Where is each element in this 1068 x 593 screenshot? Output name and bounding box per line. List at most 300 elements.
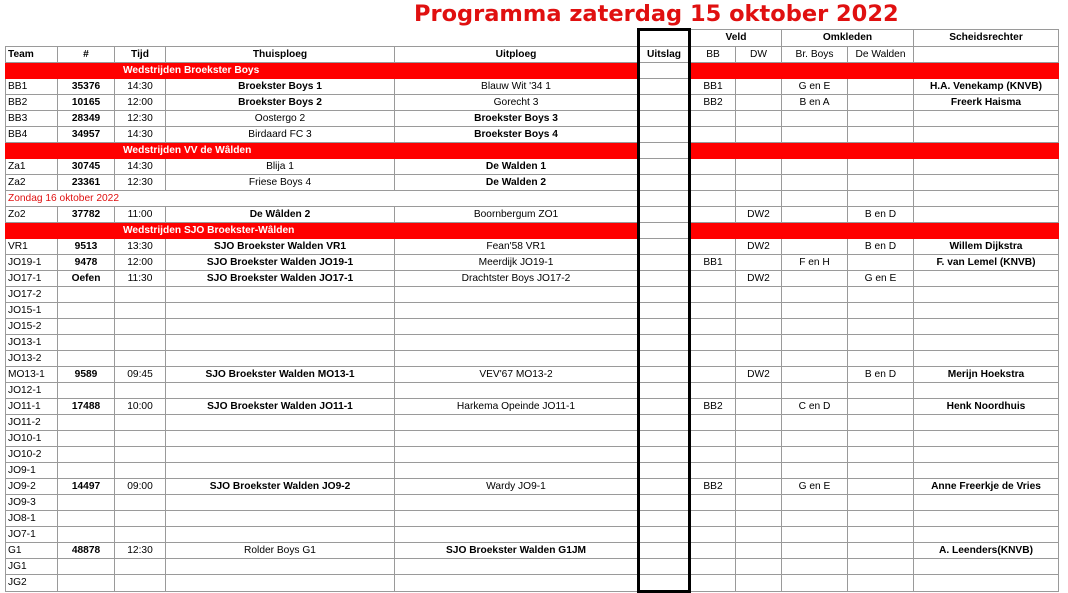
away-team-cell: De Walden 1 [395,159,639,175]
referee-cell [914,511,1059,527]
header-thuisploeg: Thuisploeg [166,47,395,63]
away-team-cell [395,575,639,592]
home-team-cell [166,415,395,431]
dressing-de-walden-cell [848,351,914,367]
dressing-br-boys-cell [782,191,848,207]
dressing-de-walden-cell [848,447,914,463]
result-cell [639,447,690,463]
home-team-cell: De Wâlden 2 [166,207,395,223]
away-team-cell [395,495,639,511]
result-cell [639,255,690,271]
table-row [6,351,1059,367]
home-team-cell [166,511,395,527]
dressing-de-walden-cell [848,111,914,127]
field-bb-cell [690,367,736,383]
time-cell [115,575,166,592]
field-bb-cell [690,559,736,575]
table-row [6,575,1059,592]
table-row [6,255,1059,271]
field-dw-cell [736,527,782,543]
table-row [6,287,1059,303]
dressing-de-walden-cell [848,543,914,559]
match-number-cell [58,511,115,527]
team-cell: JO19-1 [6,255,58,271]
dressing-de-walden-cell [848,79,914,95]
field-dw-cell [736,463,782,479]
home-team-cell [166,559,395,575]
referee-cell [914,351,1059,367]
header-omkleden: Omkleden [782,30,914,47]
dressing-de-walden-cell [848,383,914,399]
referee-cell [914,127,1059,143]
dressing-de-walden-cell [848,159,914,175]
away-team-cell: Boornbergum ZO1 [395,207,639,223]
result-cell [639,351,690,367]
dressing-br-boys-cell [782,575,848,592]
time-cell [115,495,166,511]
dressing-br-boys-cell [782,447,848,463]
time-cell: 10:00 [115,399,166,415]
field-dw-cell [736,399,782,415]
home-team-cell [166,383,395,399]
field-bb-cell [690,335,736,351]
home-team-cell [166,447,395,463]
table-row [6,95,1059,111]
referee-cell [914,271,1059,287]
match-number-cell [58,335,115,351]
match-schedule-table [5,28,1059,593]
match-number-cell: 30745 [58,159,115,175]
home-team-cell: Birdaard FC 3 [166,127,395,143]
dressing-br-boys-cell [782,111,848,127]
time-cell: 11:00 [115,207,166,223]
result-cell [639,191,690,207]
time-cell: 09:00 [115,479,166,495]
referee-cell [914,319,1059,335]
dressing-br-boys-cell [782,319,848,335]
away-team-cell: Wardy JO9-1 [395,479,639,495]
dressing-br-boys-cell [782,543,848,559]
field-dw-cell [736,159,782,175]
field-dw-cell [736,111,782,127]
field-bb-cell [690,495,736,511]
field-bb-cell [690,111,736,127]
field-dw-cell [736,127,782,143]
away-team-cell [395,351,639,367]
dressing-br-boys-cell [782,239,848,255]
header-dw: DW [736,47,782,63]
team-cell: JO11-2 [6,415,58,431]
field-dw-cell: DW2 [736,239,782,255]
field-bb-cell: BB1 [690,79,736,95]
header-uitslag-top [639,30,690,47]
field-bb-cell [690,191,736,207]
table-row [6,463,1059,479]
day-label: Zondag 16 oktober 2022 [6,191,639,207]
team-cell: JO8-1 [6,511,58,527]
field-dw-cell [736,175,782,191]
dressing-de-walden-cell [848,303,914,319]
result-cell [639,207,690,223]
table-row [6,383,1059,399]
result-cell [639,319,690,335]
header-uitploeg: Uitploeg [395,47,639,63]
match-number-cell [58,447,115,463]
home-team-cell: Broekster Boys 2 [166,95,395,111]
home-team-cell [166,575,395,592]
dressing-br-boys-cell: G en E [782,79,848,95]
result-cell [639,63,690,79]
field-dw-cell [736,255,782,271]
team-cell: Za1 [6,159,58,175]
section-header-row [6,223,1059,239]
field-bb-cell [690,415,736,431]
dressing-de-walden-cell: B en D [848,367,914,383]
result-cell [639,175,690,191]
match-number-cell [58,463,115,479]
header-bb: BB [690,47,736,63]
field-bb-cell [690,527,736,543]
match-number-cell [58,383,115,399]
home-team-cell: Oostergo 2 [166,111,395,127]
team-cell: MO13-1 [6,367,58,383]
referee-cell [914,431,1059,447]
away-team-cell: Drachtster Boys JO17-2 [395,271,639,287]
field-dw-cell [736,543,782,559]
field-bb-cell: BB1 [690,255,736,271]
field-bb-cell [690,463,736,479]
dressing-br-boys-cell [782,271,848,287]
result-cell [639,79,690,95]
team-cell: JO10-2 [6,447,58,463]
result-cell [639,415,690,431]
away-team-cell: Blauw Wit '34 1 [395,79,639,95]
table-row [6,175,1059,191]
home-team-cell [166,431,395,447]
away-team-cell: Broekster Boys 3 [395,111,639,127]
field-bb-cell [690,447,736,463]
dressing-de-walden-cell [848,479,914,495]
dressing-br-boys-cell [782,495,848,511]
referee-cell: A. Leenders(KNVB) [914,543,1059,559]
field-dw-cell [736,287,782,303]
away-team-cell [395,447,639,463]
time-cell: 11:30 [115,271,166,287]
team-cell: JO12-1 [6,383,58,399]
match-number-cell [58,415,115,431]
referee-cell [914,175,1059,191]
dressing-de-walden-cell: B en D [848,239,914,255]
referee-cell [914,159,1059,175]
match-number-cell [58,319,115,335]
result-cell [639,95,690,111]
field-bb-cell [690,207,736,223]
dressing-br-boys-cell [782,351,848,367]
table-row [6,415,1059,431]
home-team-cell [166,495,395,511]
team-cell: VR1 [6,239,58,255]
away-team-cell: SJO Broekster Walden G1JM [395,543,639,559]
referee-cell [914,447,1059,463]
result-cell [639,511,690,527]
home-team-cell: Blija 1 [166,159,395,175]
table-row [6,159,1059,175]
match-number-cell: 37782 [58,207,115,223]
referee-cell [914,575,1059,592]
dressing-de-walden-cell [848,559,914,575]
time-cell: 09:45 [115,367,166,383]
field-dw-cell [736,559,782,575]
section-label: Wedstrijden VV de Wâlden [6,143,639,159]
away-team-cell [395,287,639,303]
dressing-de-walden-cell [848,191,914,207]
table-row [6,399,1059,415]
time-cell: 14:30 [115,127,166,143]
field-dw-cell [736,511,782,527]
match-number-cell [58,351,115,367]
referee-cell [914,335,1059,351]
field-bb-cell [690,351,736,367]
table-row [6,367,1059,383]
home-team-cell: Broekster Boys 1 [166,79,395,95]
match-number-cell: 48878 [58,543,115,559]
table-row [6,543,1059,559]
time-cell: 12:00 [115,95,166,111]
referee-cell [914,207,1059,223]
table-row [6,335,1059,351]
table-row [6,239,1059,255]
match-number-cell: 28349 [58,111,115,127]
dressing-br-boys-cell [782,463,848,479]
result-cell [639,383,690,399]
dressing-de-walden-cell [848,463,914,479]
section-fill [690,63,1059,79]
home-team-cell [166,287,395,303]
field-dw-cell [736,351,782,367]
dressing-br-boys-cell [782,559,848,575]
field-dw-cell: DW2 [736,271,782,287]
table-row [6,303,1059,319]
header-group-row [6,30,1059,47]
team-cell: BB4 [6,127,58,143]
match-number-cell [58,287,115,303]
result-cell [639,127,690,143]
match-number-cell [58,495,115,511]
result-cell [639,159,690,175]
dressing-br-boys-cell: B en A [782,95,848,111]
referee-cell [914,463,1059,479]
time-cell: 14:30 [115,159,166,175]
field-dw-cell [736,575,782,592]
field-bb-cell: BB2 [690,479,736,495]
field-bb-cell [690,271,736,287]
field-bb-cell [690,319,736,335]
referee-cell: Freerk Haisma [914,95,1059,111]
field-bb-cell: BB2 [690,399,736,415]
field-bb-cell [690,175,736,191]
result-cell [639,239,690,255]
time-cell [115,335,166,351]
home-team-cell [166,335,395,351]
section-header-row [6,63,1059,79]
table-row [6,479,1059,495]
referee-cell [914,559,1059,575]
time-cell [115,319,166,335]
match-number-cell: Oefen [58,271,115,287]
header-nr: # [58,47,115,63]
referee-cell [914,287,1059,303]
dressing-de-walden-cell [848,399,914,415]
team-cell: JO7-1 [6,527,58,543]
match-number-cell: 34957 [58,127,115,143]
time-cell: 13:30 [115,239,166,255]
table-row [6,271,1059,287]
home-team-cell [166,527,395,543]
table-row [6,127,1059,143]
result-cell [639,575,690,592]
team-cell: JO9-3 [6,495,58,511]
match-number-cell: 9478 [58,255,115,271]
header-uitslag: Uitslag [639,47,690,63]
home-team-cell [166,351,395,367]
home-team-cell: SJO Broekster Walden JO9-2 [166,479,395,495]
dressing-de-walden-cell [848,415,914,431]
match-number-cell: 10165 [58,95,115,111]
field-dw-cell [736,431,782,447]
referee-cell [914,191,1059,207]
result-cell [639,479,690,495]
page-title: Programma zaterdag 15 oktober 2022 [414,1,899,27]
time-cell [115,415,166,431]
table-row [6,559,1059,575]
away-team-cell: Harkema Opeinde JO11-1 [395,399,639,415]
dressing-br-boys-cell [782,335,848,351]
table-row [6,111,1059,127]
result-cell [639,223,690,239]
time-cell [115,287,166,303]
away-team-cell [395,415,639,431]
away-team-cell [395,511,639,527]
field-bb-cell [690,159,736,175]
referee-cell [914,495,1059,511]
field-bb-cell [690,543,736,559]
header-blank [6,30,639,47]
dressing-br-boys-cell [782,527,848,543]
time-cell [115,383,166,399]
team-cell: G1 [6,543,58,559]
dressing-de-walden-cell [848,255,914,271]
team-cell: BB2 [6,95,58,111]
time-cell [115,431,166,447]
match-number-cell: 9589 [58,367,115,383]
away-team-cell [395,383,639,399]
away-team-cell [395,559,639,575]
referee-cell: Merijn Hoekstra [914,367,1059,383]
match-number-cell [58,527,115,543]
field-dw-cell [736,303,782,319]
dressing-de-walden-cell [848,127,914,143]
field-bb-cell [690,303,736,319]
match-number-cell [58,303,115,319]
time-cell [115,303,166,319]
time-cell [115,463,166,479]
table-row [6,495,1059,511]
result-cell [639,271,690,287]
dressing-de-walden-cell [848,495,914,511]
dressing-br-boys-cell: F en H [782,255,848,271]
field-dw-cell: DW2 [736,367,782,383]
team-cell: BB3 [6,111,58,127]
dressing-br-boys-cell [782,127,848,143]
field-dw-cell [736,479,782,495]
team-cell: JO15-2 [6,319,58,335]
field-bb-cell [690,383,736,399]
field-dw-cell [736,79,782,95]
result-cell [639,287,690,303]
home-team-cell [166,463,395,479]
field-dw-cell [736,447,782,463]
team-cell: JO10-1 [6,431,58,447]
field-bb-cell [690,511,736,527]
dressing-br-boys-cell [782,175,848,191]
team-cell: JO13-1 [6,335,58,351]
field-dw-cell [736,191,782,207]
result-cell [639,303,690,319]
section-fill [690,143,1059,159]
team-cell: JO15-1 [6,303,58,319]
field-bb-cell [690,575,736,592]
field-dw-cell [736,319,782,335]
match-number-cell: 23361 [58,175,115,191]
dressing-br-boys-cell [782,383,848,399]
header-de-walden: De Walden [848,47,914,63]
dressing-de-walden-cell [848,319,914,335]
section-header-row [6,143,1059,159]
result-cell [639,463,690,479]
referee-cell: Willem Dijkstra [914,239,1059,255]
away-team-cell: Broekster Boys 4 [395,127,639,143]
dressing-br-boys-cell [782,415,848,431]
team-cell: JG1 [6,559,58,575]
referee-cell [914,303,1059,319]
dressing-de-walden-cell [848,287,914,303]
result-cell [639,431,690,447]
away-team-cell [395,431,639,447]
table-row [6,447,1059,463]
dressing-br-boys-cell [782,287,848,303]
home-team-cell: SJO Broekster Walden MO13-1 [166,367,395,383]
field-dw-cell [736,383,782,399]
day-row [6,191,1059,207]
home-team-cell: SJO Broekster Walden JO11-1 [166,399,395,415]
team-cell: JO11-1 [6,399,58,415]
field-bb-cell [690,287,736,303]
home-team-cell: Rolder Boys G1 [166,543,395,559]
time-cell [115,559,166,575]
dressing-de-walden-cell [848,95,914,111]
dressing-de-walden-cell [848,335,914,351]
team-cell: JO9-2 [6,479,58,495]
table-row [6,527,1059,543]
away-team-cell [395,335,639,351]
match-number-cell: 35376 [58,79,115,95]
field-dw-cell [736,95,782,111]
away-team-cell: De Walden 2 [395,175,639,191]
table-row [6,511,1059,527]
away-team-cell [395,319,639,335]
header-tijd: Tijd [115,47,166,63]
time-cell: 12:30 [115,111,166,127]
